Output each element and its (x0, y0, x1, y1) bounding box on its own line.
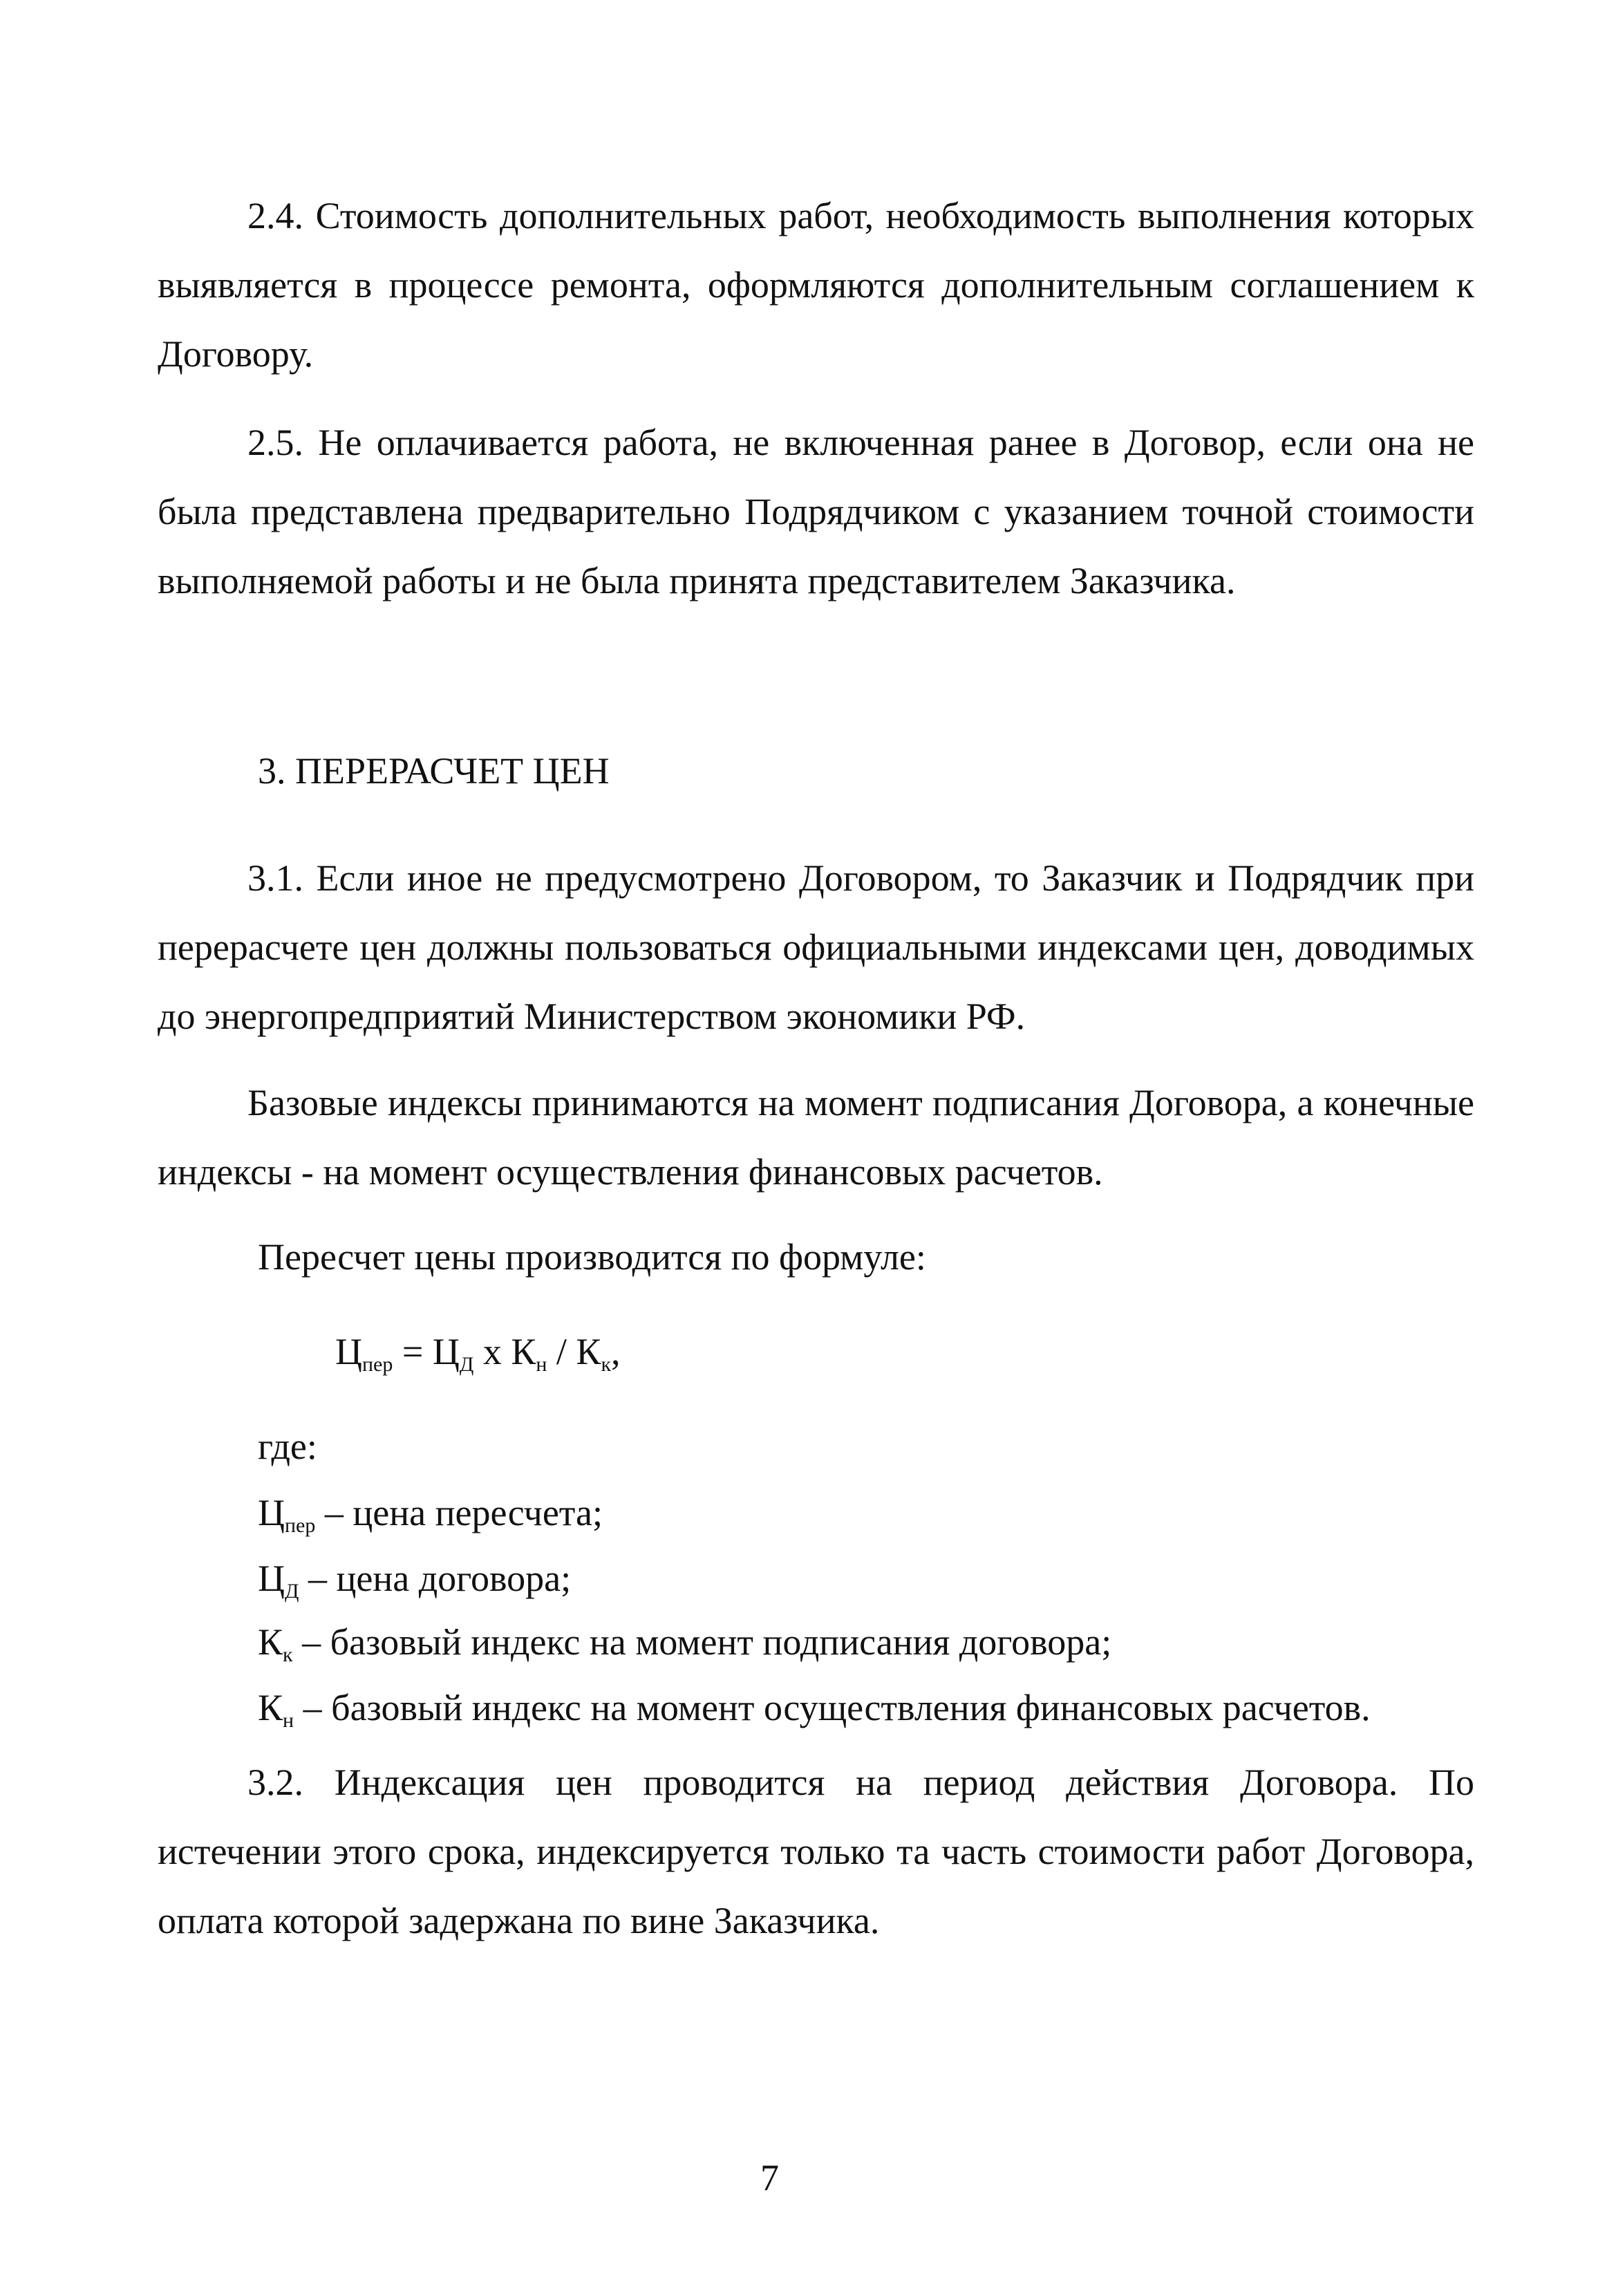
paragraph-2-5-text: 2.5. Не оплачивается работа, не включенная ранее в Договор, если она не была представлена предварительно Подрядчиком с указанием точной стоимости выполняемой работы и не была принята представителем Заказчика. (158, 422, 1474, 601)
def-sub: н (283, 1709, 294, 1732)
formula-d-symbol: Ц (432, 1331, 460, 1372)
paragraph-3-1-text: 3.1. Если иное не предусмотрено Договором, то Заказчик и Подрядчик при перерасчете цен должны пользоваться официальными индексами цен, доводимых до энергопредприятий Министерством экономики РФ. (158, 857, 1474, 1037)
formula-lhs-symbol: Ц (335, 1331, 362, 1372)
formula-divide: / (547, 1331, 576, 1372)
definition-base-index-signing (258, 1621, 1111, 1676)
page-number: 7 (760, 2157, 779, 2199)
paragraph-2-4-text: 2.4. Стоимость дополнительных работ, необходимость выполнения которых выявляется в процессе ремонта, оформляются дополнительным соглашением к Договору. (158, 195, 1474, 375)
def-symbol: Ц (258, 1492, 285, 1533)
def-symbol: К (258, 1687, 283, 1728)
definition-price-recalc (258, 1492, 603, 1547)
def-text: – базовый индекс на момент подписания договора; (292, 1621, 1112, 1663)
def-text: – цена договора; (299, 1558, 572, 1599)
definition-base-index-settlement (258, 1687, 1371, 1742)
where-label: где: (258, 1426, 317, 1467)
paragraph-2-5 (158, 408, 1474, 615)
formula-times: х (473, 1331, 511, 1372)
formula-intro: Пересчет цены производится по формуле: (258, 1236, 926, 1278)
paragraph-3-2-text: 3.2. Индексация цен проводится на период действия Договора. По истечении этого срока, индексируется только та часть стоимости работ Договора, оплата которой задержана по вине Заказчика. (158, 1762, 1474, 1941)
def-sub: к (283, 1643, 293, 1666)
def-symbol: К (258, 1621, 283, 1663)
def-sub: пер (285, 1514, 316, 1537)
formula-tail: , (611, 1331, 621, 1372)
price-formula (335, 1331, 621, 1385)
formula-lhs-sub: пер (362, 1353, 393, 1376)
paragraph-3-1 (158, 843, 1474, 1051)
formula-kk-symbol: К (576, 1331, 601, 1372)
formula-kk-sub: к (601, 1353, 612, 1376)
paragraph-3-2 (158, 1748, 1474, 1955)
def-text: – цена пересчета; (315, 1492, 603, 1533)
formula-kn-sub: н (536, 1353, 547, 1376)
formula-d-sub: Д (459, 1353, 474, 1376)
formula-equals: = (393, 1331, 433, 1372)
def-symbol: Ц (258, 1558, 285, 1599)
def-sub: Д (285, 1580, 299, 1603)
section-3-heading: 3. ПЕРЕРАСЧЕТ ЦЕН (258, 750, 610, 792)
definition-contract-price (258, 1558, 571, 1612)
paragraph-base-indices (158, 1068, 1474, 1206)
paragraph-2-4 (158, 181, 1474, 389)
def-text: – базовый индекс на момент осуществления финансовых расчетов. (294, 1687, 1371, 1728)
formula-kn-symbol: К (511, 1331, 536, 1372)
paragraph-base-indices-text: Базовые индексы принимаются на момент подписания Договора, а конечные индексы - на момент осуществления финансовых расчетов. (158, 1082, 1474, 1193)
